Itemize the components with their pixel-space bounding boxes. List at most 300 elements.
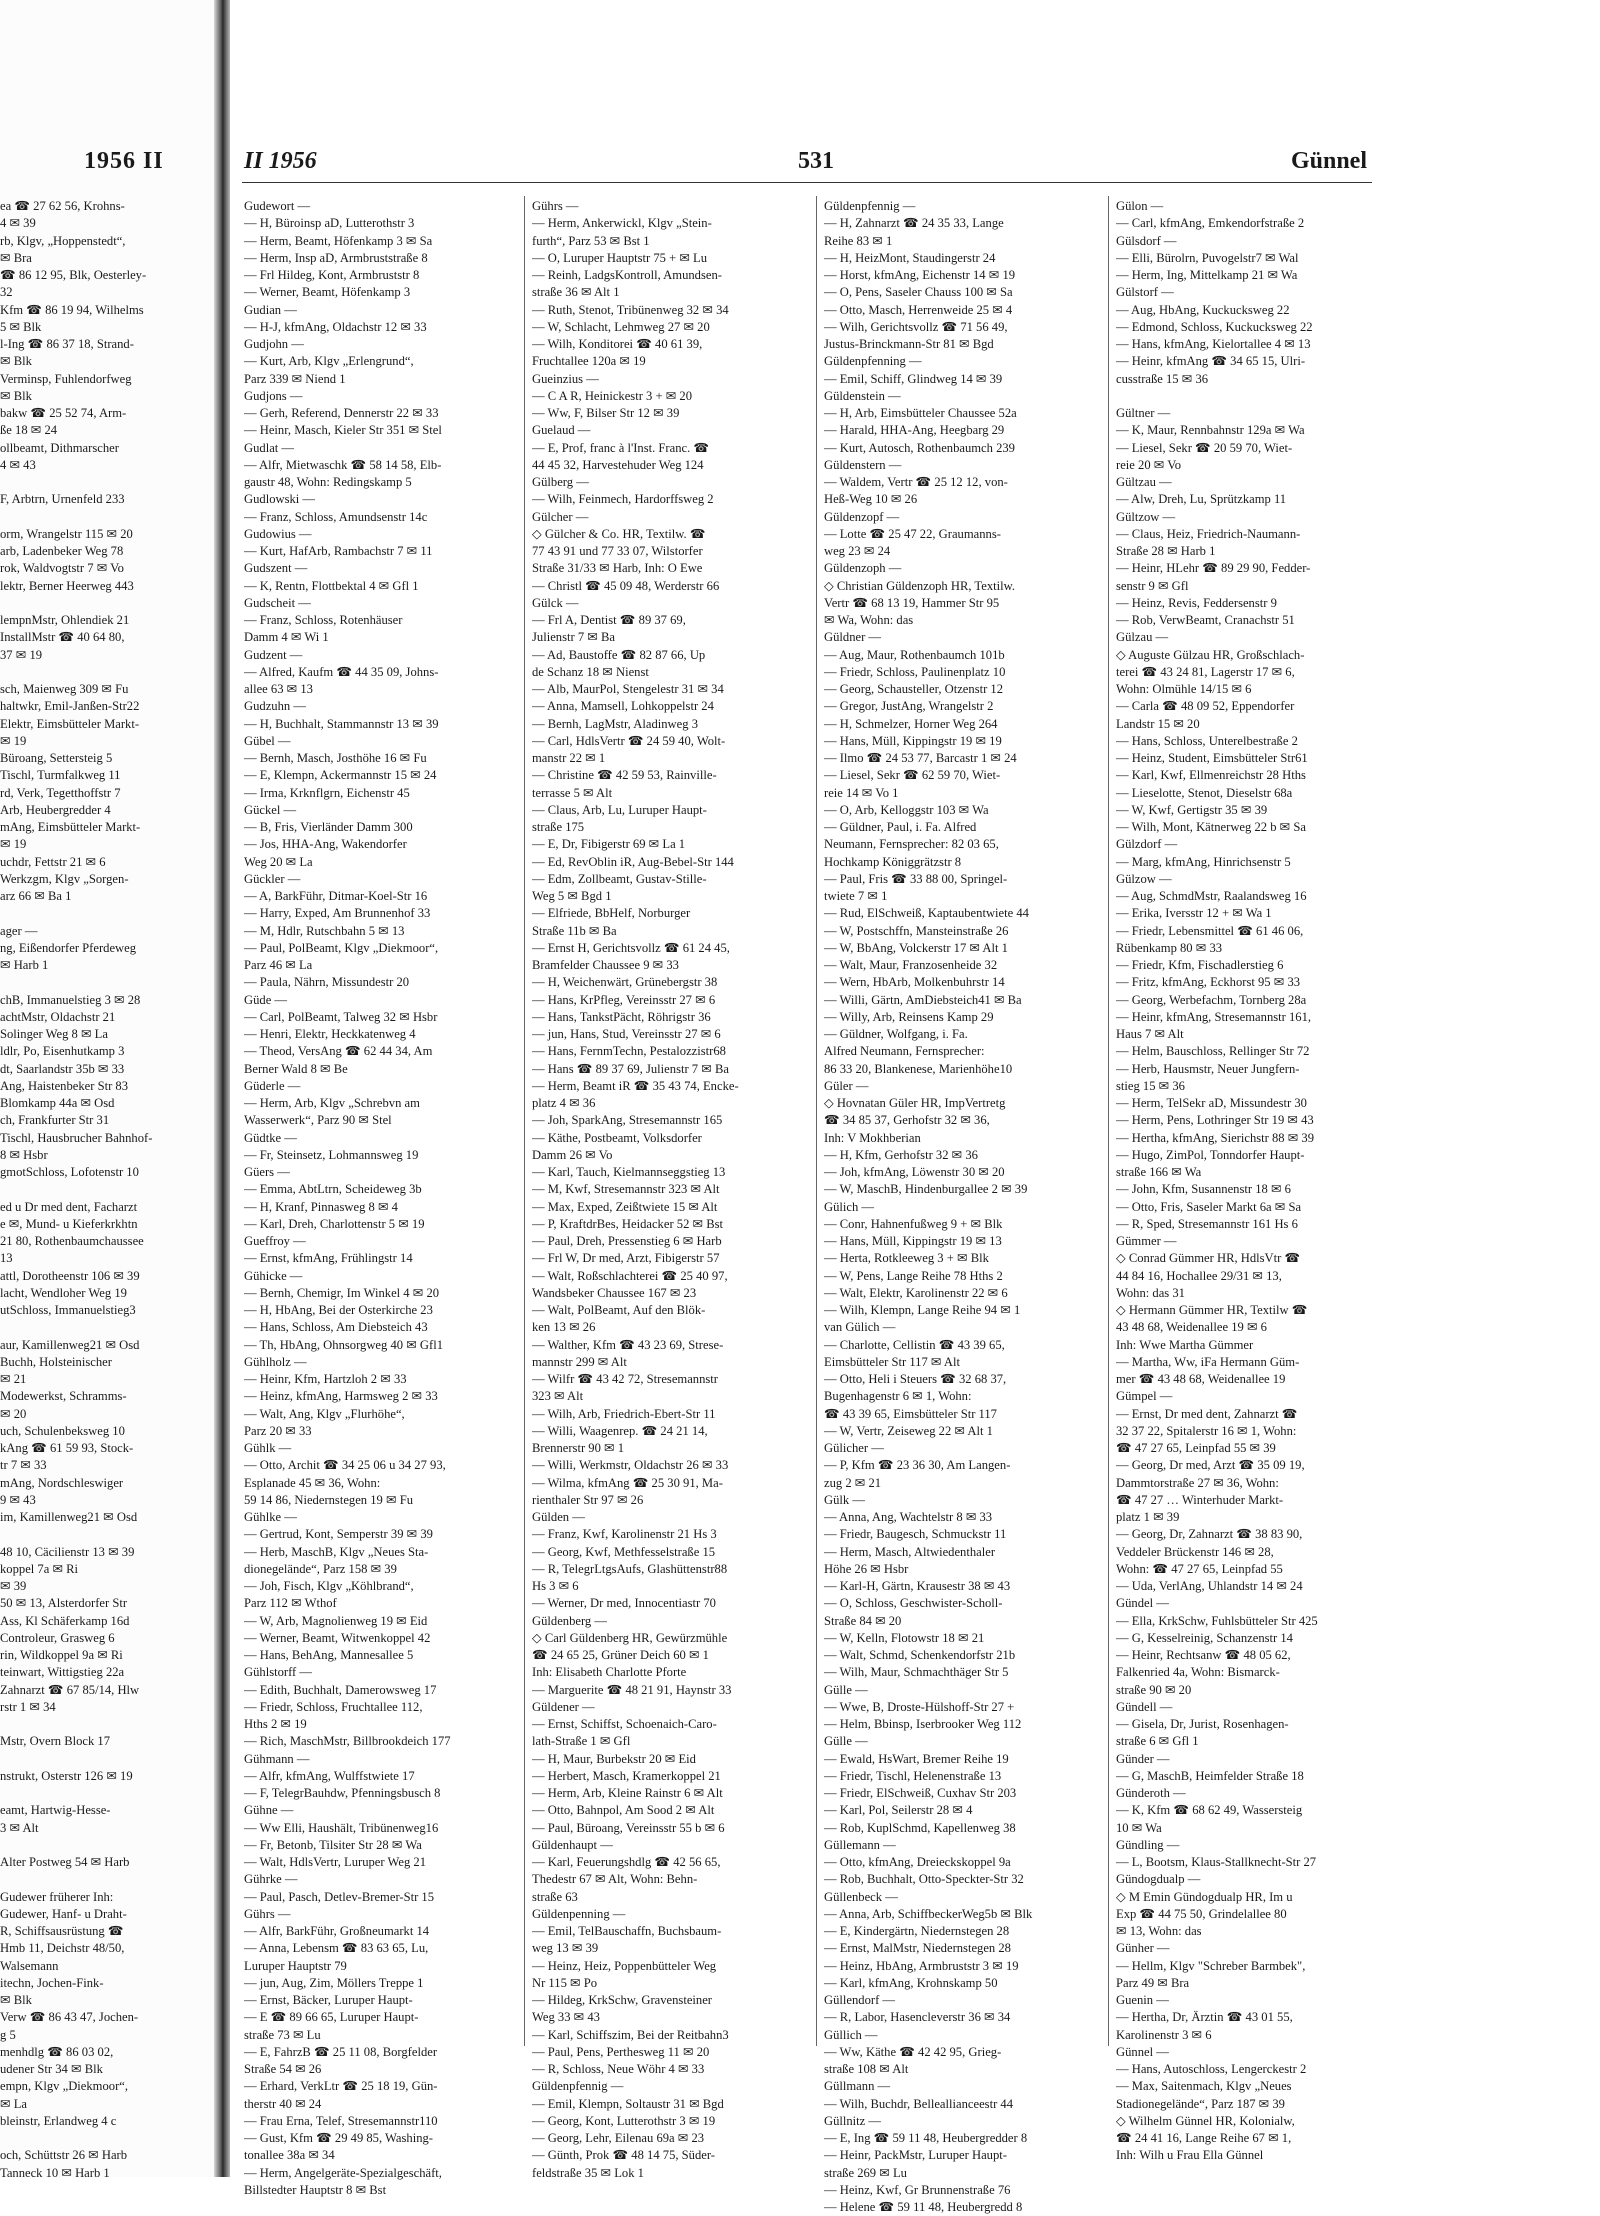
directory-entry-line: rok, Waldvogtstr 7 ✉ Vo: [0, 561, 124, 576]
directory-entry-line: — Jos, HHA-Ang, Wakendorfer: [244, 837, 407, 852]
directory-entry-line: — E, Prof, franc à l'Inst. Franc. ☎: [532, 440, 710, 455]
directory-entry-line: Luruper Hauptstr 79: [244, 1958, 347, 1973]
directory-entry-line: — Franz, Schloss, Rotenhäuser: [244, 613, 403, 627]
directory-entry-line: — Karl, Schiffszim, Bei der Reitbahn3: [532, 2027, 729, 2042]
directory-entry-line: Gührke —: [244, 1872, 298, 1887]
directory-entry-line: 323 ✉ Alt: [532, 1389, 584, 1404]
directory-entry-line: Güldenhaupt —: [532, 1837, 613, 1852]
directory-entry-line: uch, Schulenbeksweg 10: [0, 1423, 125, 1438]
directory-entry-line: — Hans, Müll, Kippingstr 19 ✉ 19: [824, 733, 1002, 748]
directory-entry-line: — Joh, SparkAng, Stresemannstr 165: [532, 1113, 723, 1128]
directory-entry-line: Gültzow —: [1116, 509, 1176, 524]
directory-entry-line: Haus 7 ✉ Alt: [1116, 1027, 1184, 1041]
directory-entry-line: — Rob, Buchhalt, Otto-Speckter-Str 32: [824, 1872, 1024, 1887]
directory-entry-line: Güers —: [244, 1165, 290, 1179]
directory-entry-line: — Anna, Lebensm ☎ 83 63 65, Lu,: [244, 1941, 429, 1956]
directory-entry-line: Gueffroy —: [244, 1234, 306, 1248]
running-name: Günnel: [1290, 148, 1367, 174]
directory-entry-line: ✉ 19: [0, 837, 27, 852]
directory-entry-line: — Hildeg, KrkSchw, Gravensteiner: [532, 1993, 712, 2007]
directory-entry-line: Karolinenstr 3 ✉ 6: [1116, 2027, 1212, 2042]
directory-entry-line: — Wilh, Konditorei ☎ 40 61 39,: [532, 337, 703, 351]
directory-entry-line: — Wern, HbArb, Molkenbuhrstr 14: [824, 975, 1005, 990]
directory-entry-line: — Ilmo ☎ 24 53 77, Barcastr 1 ✉ 24: [824, 751, 1017, 765]
directory-entry-line: im, Kamillenweg21 ✉ Osd: [0, 1510, 138, 1524]
directory-entry-line: — W, Vertr, Zeiseweg 22 ✉ Alt 1: [824, 1423, 993, 1438]
directory-entry-line: — Aug, SchmdMstr, Raalandsweg 16: [1116, 889, 1307, 903]
directory-entry-line: — Bernh, LagMstr, Aladinweg 3: [532, 716, 698, 731]
directory-entry-line: Straße 54 ✉ 26: [244, 2062, 322, 2076]
directory-entry-line: — Walt, Maur, Franzosenheide 32: [824, 958, 998, 972]
directory-entry-line: Gühne —: [244, 1803, 294, 1818]
directory-entry-line: straße 166 ✉ Wa: [1116, 1165, 1202, 1179]
directory-entry-line: — Werner, Beamt, Witwenkoppel 42: [244, 1630, 431, 1645]
directory-entry-line: Gülk —: [824, 1492, 865, 1507]
directory-entry-line: — Heinz, Kwf, Gr Brunnenstraße 76: [824, 2182, 1011, 2197]
directory-entry-line: Brennerstr 90 ✉ 1: [532, 1441, 625, 1455]
directory-entry-line: — Georg, Werbefachm, Tornberg 28a: [1116, 992, 1307, 1007]
directory-entry-line: — F, TelegrBauhdw, Pfenningsbusch 8: [244, 1786, 441, 1800]
directory-entry-line: — K, Maur, Rennbahnstr 129a ✉ Wa: [1116, 423, 1305, 438]
directory-entry-line: twiete 7 ✉ 1: [824, 889, 888, 903]
directory-entry-line: Rübenkamp 80 ✉ 33: [1116, 940, 1223, 955]
directory-entry-line: [0, 1751, 212, 1768]
directory-entry-line: Gühlke —: [244, 1510, 297, 1524]
directory-entry-line: ✉ Harb 1: [0, 958, 49, 972]
directory-entry-line: — O, Pens, Saseler Chauss 100 ✉ Sa: [824, 285, 1013, 300]
directory-entry-line: 4 ✉ 39: [0, 216, 36, 231]
directory-entry-line: — H, Schmelzer, Horner Weg 264: [824, 716, 998, 731]
directory-entry-line: — Herbert, Masch, Kramerkoppel 21: [532, 1768, 721, 1783]
directory-entry-line: — Anna, Arb, SchiffbeckerWeg5b ✉ Blk: [824, 1906, 1033, 1921]
directory-entry-line: straße 175: [532, 820, 585, 834]
directory-entry-line: — K, Rentn, Flottbektal 4 ✉ Gfl 1: [244, 578, 419, 593]
directory-entry-line: — Friedr, Tischl, Helenenstraße 13: [824, 1768, 1002, 1783]
directory-entry-line: — Hans, BehAng, Mannesallee 5: [244, 1648, 414, 1662]
directory-entry-line: arb, Ladenbeker Weg 78: [0, 544, 124, 558]
directory-entry-line: Gündogdualp —: [1116, 1872, 1201, 1887]
directory-entry-line: Güllemann —: [824, 1837, 896, 1852]
directory-entry-line: — Elfriede, BbHelf, Norburger: [532, 906, 691, 921]
directory-entry-line: — Hans, KrPfleg, Vereinsstr 27 ✉ 6: [532, 992, 716, 1007]
directory-entry-line: — Christine ☎ 42 59 53, Rainville-: [532, 768, 717, 783]
directory-entry-line: — Liesel, Sekr ☎ 62 59 70, Wiet-: [824, 768, 1001, 783]
directory-entry-line: Gülck —: [532, 595, 579, 610]
directory-entry-line: — Willi, Werkmstr, Oldachstr 26 ✉ 33: [532, 1458, 729, 1473]
directory-entry-line: haltwkr, Emil-Janßen-Str22: [0, 699, 140, 714]
directory-entry-line: — P, Kfm ☎ 23 36 30, Am Langen-: [824, 1458, 1011, 1473]
directory-entry-line: dionegelände“, Parz 158 ✉ 39: [244, 1561, 397, 1576]
directory-entry-line: — Hugo, ZimPol, Tonndorfer Haupt-: [1116, 1147, 1305, 1162]
directory-entry-line: Gündling —: [1116, 1837, 1180, 1852]
directory-entry-line: ße 18 ✉ 24: [0, 423, 58, 438]
directory-entry-line: — Otto, Masch, Herrenweide 25 ✉ 4: [824, 302, 1013, 317]
directory-entry-line: gmotSchloss, Lofotenstr 10: [0, 1165, 139, 1179]
directory-entry-line: ed u Dr med dent, Facharzt: [0, 1199, 138, 1214]
directory-entry-line: — Ernst H, Gerichtsvollz ☎ 61 24 45,: [532, 940, 730, 955]
directory-entry-line: — Anna, Ang, Wachtelstr 8 ✉ 33: [824, 1510, 993, 1524]
directory-entry-line: — Reinh, LadgsKontroll, Amundsen-: [532, 268, 722, 282]
directory-entry-line: gaustr 48, Wohn: Redingskamp 5: [244, 475, 412, 489]
directory-entry-line: ✉ Blk: [0, 1993, 32, 2007]
directory-entry-line: — Herm, Ing, Mittelkamp 21 ✉ Wa: [1116, 268, 1298, 282]
directory-entry-line: — W, Postschffn, Mansteinstraße 26: [824, 923, 1009, 938]
directory-entry-line: — Claus, Heiz, Friedrich-Naumann-: [1116, 526, 1301, 541]
directory-entry-line: [0, 1716, 212, 1733]
directory-entry-line: — Rud, ElSchweiß, Kaptaubentwiete 44: [824, 906, 1029, 921]
directory-entry-line: — Aug, Maur, Rothenbaumch 101b: [824, 647, 1005, 662]
directory-entry-line: — Helm, Bbinsp, Iserbrooker Weg 112: [824, 1717, 1022, 1731]
directory-entry-line: [0, 664, 212, 681]
directory-entry-line: — Wilh, Feinmech, Hardorffsweg 2: [532, 492, 714, 507]
directory-entry-line: — Georg, Lehr, Eilenau 69a ✉ 23: [532, 2131, 705, 2145]
directory-entry-line: ☎ 47 27 … Winterhuder Markt-: [1116, 1492, 1284, 1507]
directory-entry-line: Günderoth —: [1116, 1786, 1186, 1800]
directory-entry-line: — Emil, Klempn, Soltaustr 31 ✉ Bgd: [532, 2096, 724, 2111]
directory-entry-line: — John, Kfm, Susannenstr 18 ✉ 6: [1116, 1182, 1291, 1197]
directory-entry-line: kAng ☎ 61 59 93, Stock-: [0, 1441, 134, 1455]
directory-entry-line: stieg 15 ✉ 36: [1116, 1078, 1185, 1093]
directory-entry-line: straße 90 ✉ 20: [1116, 1682, 1192, 1697]
directory-entry-line: Gühlk —: [244, 1441, 292, 1455]
directory-entry-line: — Georg, Kwf, Methfesselstraße 15: [532, 1544, 716, 1559]
directory-entry-line: Falkenried 4a, Wohn: Bismarck-: [1116, 1665, 1280, 1680]
directory-entry-line: — Georg, Schausteller, Otzenstr 12: [824, 682, 1004, 696]
directory-entry-line: Günnel —: [1116, 2044, 1169, 2059]
directory-column-1: [244, 198, 514, 2199]
directory-entry-line: — Lotte ☎ 25 47 22, Graumanns-: [824, 526, 1001, 541]
directory-entry-line: Verw ☎ 86 43 47, Jochen-: [0, 2010, 139, 2025]
directory-entry-line: — Gregor, JustAng, Wrangelstr 2: [824, 699, 994, 714]
directory-entry-line: [0, 1319, 212, 1336]
directory-entry-line: — Friedr, Baugesch, Schmuckstr 11: [824, 1527, 1007, 1542]
directory-entry-line: — Frl A, Dentist ☎ 89 37 69,: [532, 613, 686, 627]
directory-entry-line: — Willy, Arb, Reinsens Kamp 29: [824, 1009, 994, 1024]
directory-entry-line: [0, 1526, 212, 1543]
directory-entry-line: — Joh, Fisch, Klgv „Köhlbrand“,: [244, 1579, 414, 1593]
directory-entry-line: Parz 112 ✉ Wthof: [244, 1596, 337, 1611]
directory-entry-line: Inh: V Mokhberian: [824, 1130, 921, 1145]
page-header: [232, 148, 1367, 178]
directory-entry-line: — Hellm, Klgv "Schreber Barmbek",: [1116, 1958, 1306, 1973]
directory-entry-line: — Erika, Iversstr 12 + ✉ Wa 1: [1116, 906, 1272, 921]
directory-entry-line: Stadionegelände“, Parz 187 ✉ 39: [1116, 2096, 1285, 2111]
directory-entry-line: Kfm ☎ 86 19 94, Wilhelms: [0, 302, 144, 317]
directory-entry-line: Büroang, Settersteig 5: [0, 751, 113, 765]
directory-entry-line: Elektr, Eimsbütteler Markt-: [0, 716, 140, 731]
directory-entry-line: Zahnarzt ☎ 67 85/14, Hlw: [0, 1682, 140, 1697]
directory-entry-line: Hochkamp Königgrätzstr 8: [824, 854, 962, 869]
directory-entry-line: — Helene ☎ 59 11 48, Heubergredd 8: [824, 2200, 1023, 2214]
directory-entry-line: Hs 3 ✉ 6: [532, 1579, 579, 1593]
directory-entry-line: — Georg, Dr med, Arzt ☎ 35 09 19,: [1116, 1458, 1305, 1473]
directory-entry-line: Güldenberg —: [532, 1613, 607, 1628]
directory-entry-line: — Conr, Hahnenfußweg 9 + ✉ Blk: [824, 1216, 1003, 1231]
column-divider: [1108, 196, 1109, 2046]
column-divider: [524, 196, 525, 2046]
directory-entry-line: — Harry, Exped, Am Brunnenhof 33: [244, 906, 431, 921]
directory-entry-line: Alfred Neumann, Fernsprecher:: [824, 1044, 985, 1059]
directory-entry-line: platz 4 ✉ 36: [532, 1096, 596, 1110]
directory-entry-line: Berner Wald 8 ✉ Be: [244, 1061, 348, 1076]
directory-entry-line: — Friedr, Lebensmittel ☎ 61 46 06,: [1116, 923, 1304, 938]
directory-entry-line: ager —: [0, 923, 38, 938]
directory-entry-line: ☎ 86 12 95, Blk, Oesterley-: [0, 268, 147, 282]
directory-entry-line: — Ernst, Bäcker, Luruper Haupt-: [244, 1993, 413, 2007]
directory-entry-line: — Wilh, Gerichtsvollz ☎ 71 56 49,: [824, 319, 1008, 334]
directory-entry-line: — Elli, Bürolrn, Puvogelstr7 ✉ Wal: [1116, 250, 1299, 265]
directory-entry-line: — Max, Exped, Zeißtwiete 15 ✉ Alt: [532, 1199, 718, 1214]
directory-entry-line: Gübel —: [244, 733, 291, 748]
directory-page: [232, 0, 1600, 2214]
directory-entry-line: — Helm, Bauschloss, Rellinger Str 72: [1116, 1044, 1310, 1059]
directory-entry-line: Inh: Wwe Martha Gümmer: [1116, 1337, 1254, 1352]
directory-entry-line: — H, HbAng, Bei der Osterkirche 23: [244, 1303, 433, 1317]
directory-entry-line: — E ☎ 89 66 65, Luruper Haupt-: [244, 2010, 419, 2025]
directory-entry-line: mAng, Nordschleswiger: [0, 1475, 124, 1490]
directory-entry-line: Neumann, Fernsprecher: 82 03 65,: [824, 837, 999, 852]
directory-entry-line: Dammtorstraße 27 ✉ 36, Wohn:: [1116, 1475, 1279, 1490]
directory-entry-line: Damm 26 ✉ Vo: [532, 1147, 613, 1162]
directory-entry-line: Werkzgm, Klgv „Sorgen-: [0, 871, 129, 886]
directory-entry-line: Gülicher —: [824, 1441, 884, 1455]
directory-entry-line: — Carla ☎ 48 09 52, Eppendorfer: [1116, 699, 1295, 714]
directory-entry-line: — Hans, Schloss, Am Diebsteich 43: [244, 1320, 428, 1335]
directory-entry-line: Gülzdorf —: [1116, 837, 1178, 852]
directory-entry-line: Güldenpfennig —: [532, 2079, 624, 2094]
directory-entry-line: — G, MaschB, Heimfelder Straße 18: [1116, 1768, 1304, 1783]
directory-entry-line: ng, Eißendorfer Pferdeweg: [0, 940, 137, 955]
directory-entry-line: ch, Frankfurter Str 31: [0, 1113, 110, 1128]
directory-entry-line: menhdlg ☎ 86 03 02,: [0, 2044, 114, 2059]
directory-entry-line: — Karl, Dreh, Charlottenstr 5 ✉ 19: [244, 1216, 425, 1231]
directory-entry-line: Gudjons —: [244, 388, 303, 403]
left-page-header: 1956 II: [84, 148, 164, 174]
directory-entry-line: rd, Verk, Tegetthoffstr 7: [0, 785, 121, 800]
directory-entry-line: Guenin —: [1116, 1993, 1169, 2007]
directory-entry-line: — Fr, Betonb, Tilsiter Str 28 ✉ Wa: [244, 1837, 422, 1852]
directory-entry-line: Weg 20 ✉ La: [244, 854, 313, 869]
directory-entry-line: — Gertrud, Kont, Semperstr 39 ✉ 39: [244, 1527, 433, 1542]
directory-entry-line: 32 37 22, Spitalerstr 16 ✉ 1, Wohn:: [1116, 1423, 1297, 1438]
directory-entry-line: — Ww, Käthe ☎ 42 42 95, Grieg-: [824, 2044, 1002, 2059]
directory-entry-line: — W, Arb, Magnolienweg 19 ✉ Eid: [244, 1613, 428, 1628]
directory-entry-line: — Emil, Schiff, Glindweg 14 ✉ 39: [824, 371, 1003, 386]
directory-entry-line: Gülzau —: [1116, 630, 1169, 645]
directory-entry-line: — Paula, Nährn, Missundestr 20: [244, 975, 410, 990]
directory-entry-line: Güdtke —: [244, 1130, 297, 1145]
directory-entry-line: — Otto, Archit ☎ 34 25 06 u 34 27 93,: [244, 1458, 446, 1473]
directory-entry-line: — Paul, Pens, Perthesweg 11 ✉ 20: [532, 2044, 710, 2059]
directory-entry-line: Hmb 11, Deichstr 48/50,: [0, 1941, 125, 1956]
directory-entry-line: — Werner, Beamt, Höfenkamp 3: [244, 285, 411, 300]
directory-entry-line: — Th, HbAng, Ohnsorgweg 40 ✉ Gfl1: [244, 1337, 443, 1352]
directory-entry-line: — Friedr, Kfm, Fischadlerstieg 6: [1116, 958, 1284, 972]
directory-entry-line: — Heinz, kfmAng, Harmsweg 2 ✉ 33: [244, 1389, 438, 1404]
directory-entry-line: — Herm, Masch, Altwiedenthaler: [824, 1544, 996, 1559]
directory-entry-line: Güldner —: [824, 630, 882, 645]
directory-entry-line: — Willi, Gärtn, AmDiebsteich41 ✉ Ba: [824, 992, 1022, 1007]
directory-entry-line: ✉ Blk: [0, 354, 32, 369]
directory-entry-line: — Aug, HbAng, Kuckucksweg 22: [1116, 302, 1290, 317]
directory-entry-line: — Paul, PolBeamt, Klgv „Diekmoor“,: [244, 940, 439, 955]
directory-entry-line: Blomkamp 44a ✉ Osd: [0, 1096, 115, 1110]
directory-entry-line: eamt, Hartwig-Hesse-: [0, 1803, 111, 1818]
directory-entry-line: ✉ Blk: [0, 388, 32, 403]
directory-entry-line: — Ed, RevOblin iR, Aug-Bebel-Str 144: [532, 854, 734, 869]
directory-entry-line: Gudewort —: [244, 199, 311, 213]
directory-entry-line: Modewerkst, Schramms-: [0, 1389, 127, 1404]
directory-entry-line: [0, 595, 212, 612]
directory-entry-line: — W, Schlacht, Lehmweg 27 ✉ 20: [532, 319, 710, 334]
directory-entry-line: Walsemann: [0, 1958, 59, 1973]
directory-entry-line: — Walt, Roßschlachterei ☎ 25 40 97,: [532, 1268, 728, 1283]
directory-entry-line: lektr, Berner Heerweg 443: [0, 578, 134, 593]
directory-entry-line: allee 63 ✉ 13: [244, 682, 313, 696]
directory-entry-line: — Kurt, HafArb, Rambachstr 7 ✉ 11: [244, 544, 433, 558]
directory-entry-line: — Heinr, Masch, Kieler Str 351 ✉ Stel: [244, 423, 442, 438]
directory-entry-line: Gudszent —: [244, 561, 308, 576]
directory-entry-line: Günher —: [1116, 1941, 1170, 1956]
directory-entry-line: — Hans, TankstPächt, Röhrigstr 36: [532, 1009, 711, 1024]
directory-entry-line: — Kurt, Arb, Klgv „Erlengrund“,: [244, 354, 414, 369]
directory-entry-line: — Heinz, Heiz, Poppenbütteler Weg: [532, 1958, 717, 1973]
directory-entry-line: Gühlstorff —: [244, 1665, 312, 1680]
directory-entry-line: — Waldem, Vertr ☎ 25 12 12, von-: [824, 475, 1008, 489]
directory-entry-line: ✉ 39: [0, 1579, 27, 1593]
directory-entry-line: [0, 1837, 212, 1854]
directory-entry-line: tonallee 38a ✉ 34: [244, 2148, 335, 2163]
directory-entry-line: — Gerh, Referend, Dennerstr 22 ✉ 33: [244, 406, 439, 420]
directory-entry-line: mer ☎ 43 48 68, Weidenallee 19: [1116, 1372, 1286, 1386]
directory-entry-line: — Günth, Prok ☎ 48 14 75, Süder-: [532, 2148, 715, 2163]
directory-entry-line: — Carl, kfmAng, Emkendorfstraße 2: [1116, 216, 1305, 231]
directory-entry-line: uchdr, Fettstr 21 ✉ 6: [0, 854, 106, 869]
directory-entry-line: ☎ 43 39 65, Eimsbütteler Str 117: [824, 1406, 997, 1421]
directory-entry-line: Gudscheit —: [244, 595, 311, 610]
directory-entry-line: furth“, Parz 53 ✉ Bst 1: [532, 233, 650, 248]
directory-entry-line: — Carl, PolBeamt, Talweg 32 ✉ Hsbr: [244, 1009, 438, 1024]
directory-entry-line: — Lieselotte, Stenot, Dieselstr 68a: [1116, 785, 1293, 800]
directory-entry-line: InstallMstr ☎ 40 64 80,: [0, 630, 125, 645]
directory-entry-line: — Alfr, kfmAng, Wulffstwiete 17: [244, 1768, 415, 1783]
directory-entry-line: — Otto, kfmAng, Dreieckskoppel 9a: [824, 1855, 1011, 1869]
directory-entry-line: g 5: [0, 2027, 16, 2042]
directory-entry-line: — Marguerite ☎ 48 21 91, Haynstr 33: [532, 1682, 732, 1697]
directory-entry-line: 21 80, Rothenbaumchaussee: [0, 1234, 144, 1248]
directory-entry-line: Güler —: [824, 1078, 869, 1093]
directory-entry-line: — Walt, PolBeamt, Auf den Blök-: [532, 1303, 706, 1317]
directory-entry-line: Landstr 15 ✉ 20: [1116, 716, 1200, 731]
directory-entry-line: Parz 339 ✉ Niend 1: [244, 371, 346, 386]
directory-entry-line: Güldener —: [532, 1699, 595, 1714]
directory-entry-line: ✉ 21: [0, 1372, 27, 1386]
directory-entry-line: Gümpel —: [1116, 1389, 1173, 1404]
directory-entry-line: — Otto, Heli i Steuers ☎ 32 68 37,: [824, 1372, 1007, 1386]
directory-entry-line: Fruchtallee 120a ✉ 19: [532, 354, 646, 369]
directory-entry-line: manstr 22 ✉ 1: [532, 751, 606, 765]
directory-entry-line: bleinstr, Erlandweg 4 c: [0, 2113, 117, 2128]
directory-entry-line: Justus-Brinckmann-Str 81 ✉ Bgd: [824, 337, 994, 351]
directory-entry-line: Gührs —: [532, 199, 579, 213]
directory-entry-line: — Herm, Beamt iR ☎ 35 43 74, Encke-: [532, 1078, 739, 1093]
directory-entry-line: Nr 115 ✉ Po: [532, 1975, 598, 1990]
directory-entry-line: — Ella, KrkSchw, Fuhlsbütteler Str 425: [1116, 1613, 1318, 1628]
directory-entry-line: — Herm, Ankerwickl, Klgv „Stein-: [532, 216, 712, 231]
directory-entry-line: Exp ☎ 44 75 50, Grindelallee 80: [1116, 1906, 1287, 1921]
page-number: 531: [798, 148, 834, 174]
directory-entry-line: — Marg, kfmAng, Hinrichsenstr 5: [1116, 854, 1291, 869]
directory-entry-line: — O, Schloss, Geschwister-Scholl-: [824, 1596, 1003, 1611]
directory-entry-line: Güllenbeck —: [824, 1889, 898, 1904]
directory-entry-line: — Hans, kfmAng, Kielortallee 4 ✉ 13: [1116, 337, 1311, 351]
directory-entry-line: Ass, Kl Schäferkamp 16d: [0, 1613, 130, 1628]
directory-entry-line: Gudian —: [244, 302, 297, 317]
directory-entry-line: Bramfelder Chaussee 9 ✉ 33: [532, 958, 679, 972]
directory-entry-line: ✉ Wa, Wohn: das: [824, 613, 914, 627]
directory-entry-line: — E, Ing ☎ 59 11 48, Heubergredder 8: [824, 2131, 1028, 2145]
directory-entry-line: Gülcher —: [532, 509, 589, 524]
directory-entry-line: — Heinr, Rechtsanw ☎ 48 05 62,: [1116, 1648, 1291, 1662]
directory-entry-line: Güldenstein —: [824, 388, 901, 403]
directory-entry-line: Güllich —: [824, 2027, 878, 2042]
directory-entry-line: — Ernst, Schiffst, Schoenaich-Caro-: [532, 1717, 717, 1731]
directory-entry-line: — Alfr, Mietwaschk ☎ 58 14 58, Elb-: [244, 457, 442, 472]
directory-entry-line: — B, Fris, Vierländer Damm 300: [244, 820, 413, 834]
directory-entry-line: Tischl, Turmfalkweg 11: [0, 768, 121, 783]
directory-entry-line: — Hans, Müll, Kippingstr 19 ✉ 13: [824, 1234, 1002, 1248]
directory-entry-line: — Hans ☎ 89 37 69, Julienstr 7 ✉ Ba: [532, 1061, 729, 1076]
directory-entry-line: — Herm, Beamt, Höfenkamp 3 ✉ Sa: [244, 233, 433, 248]
directory-entry-line: zug 2 ✉ 21: [824, 1475, 882, 1490]
directory-entry-line: 44 45 32, Harvestehuder Weg 124: [532, 457, 704, 472]
directory-entry-line: sch, Maienweg 309 ✉ Fu: [0, 682, 129, 696]
directory-entry-line: bakw ☎ 25 52 74, Arm-: [0, 406, 127, 420]
directory-entry-line: — H, Buchhalt, Stammannstr 13 ✉ 39: [244, 716, 439, 731]
directory-entry-line: — Walther, Kfm ☎ 43 23 69, Strese-: [532, 1337, 724, 1352]
directory-entry-line: — Ernst, MalMstr, Niedernstegen 28: [824, 1941, 1011, 1956]
directory-entry-line: Gudewer früherer Inh:: [0, 1889, 114, 1904]
directory-entry-line: van Gülich —: [824, 1320, 896, 1335]
directory-entry-line: attl, Dorotheenstr 106 ✉ 39: [0, 1268, 140, 1283]
directory-entry-line: Gültzau —: [1116, 475, 1172, 489]
directory-entry-line: 59 14 86, Niedernstegen 19 ✉ Fu: [244, 1492, 414, 1507]
directory-entry-line: — Otto, Fris, Saseler Markt 6a ✉ Sa: [1116, 1199, 1302, 1214]
directory-entry-line: [0, 1785, 212, 1802]
directory-entry-line: — Ernst, kfmAng, Frühlingstr 14: [244, 1251, 413, 1266]
directory-entry-line: 44 84 16, Hochallee 29/31 ✉ 13,: [1116, 1268, 1282, 1283]
directory-entry-line: Wasserwerk“, Parz 90 ✉ Stel: [244, 1113, 392, 1128]
directory-entry-line: Höhe 26 ✉ Hsbr: [824, 1561, 909, 1576]
directory-entry-line: senstr 9 ✉ Gfl: [1116, 578, 1189, 593]
directory-entry-line: weg 13 ✉ 39: [532, 1941, 599, 1956]
directory-entry-line: [0, 1871, 212, 1888]
directory-entry-line: — Ewald, HsWart, Bremer Reihe 19: [824, 1751, 1009, 1766]
directory-entry-line: Güldenpfenning —: [824, 354, 922, 369]
directory-entry-line: — Paul, Pasch, Detlev-Bremer-Str 15: [244, 1889, 435, 1904]
directory-entry-line: rb, Klgv, „Hoppenstedt“,: [0, 233, 126, 248]
directory-entry-line: — Erhard, VerkLtr ☎ 25 18 19, Gün-: [244, 2079, 438, 2094]
directory-entry-line: — Friedr, Schloss, Fruchtallee 112,: [244, 1699, 423, 1714]
directory-entry-line: Güldenpfennig —: [824, 199, 916, 213]
directory-entry-line: — Paul, Fris ☎ 33 88 00, Springel-: [824, 871, 1008, 886]
directory-entry-line: Billstedter Hauptstr 8 ✉ Bst: [244, 2182, 387, 2197]
directory-entry-line: — H-J, kfmAng, Oldachstr 12 ✉ 33: [244, 319, 427, 334]
directory-entry-line: — L, Bootsm, Klaus-Stallknecht-Str 27: [1116, 1855, 1317, 1869]
directory-entry-line: R, Schiffsausrüstung ☎: [0, 1924, 124, 1938]
directory-entry-line: Gülle —: [824, 1734, 868, 1749]
directory-entry-line: — Friedr, ElSchweiß, Cuxhav Str 203: [824, 1786, 1017, 1800]
